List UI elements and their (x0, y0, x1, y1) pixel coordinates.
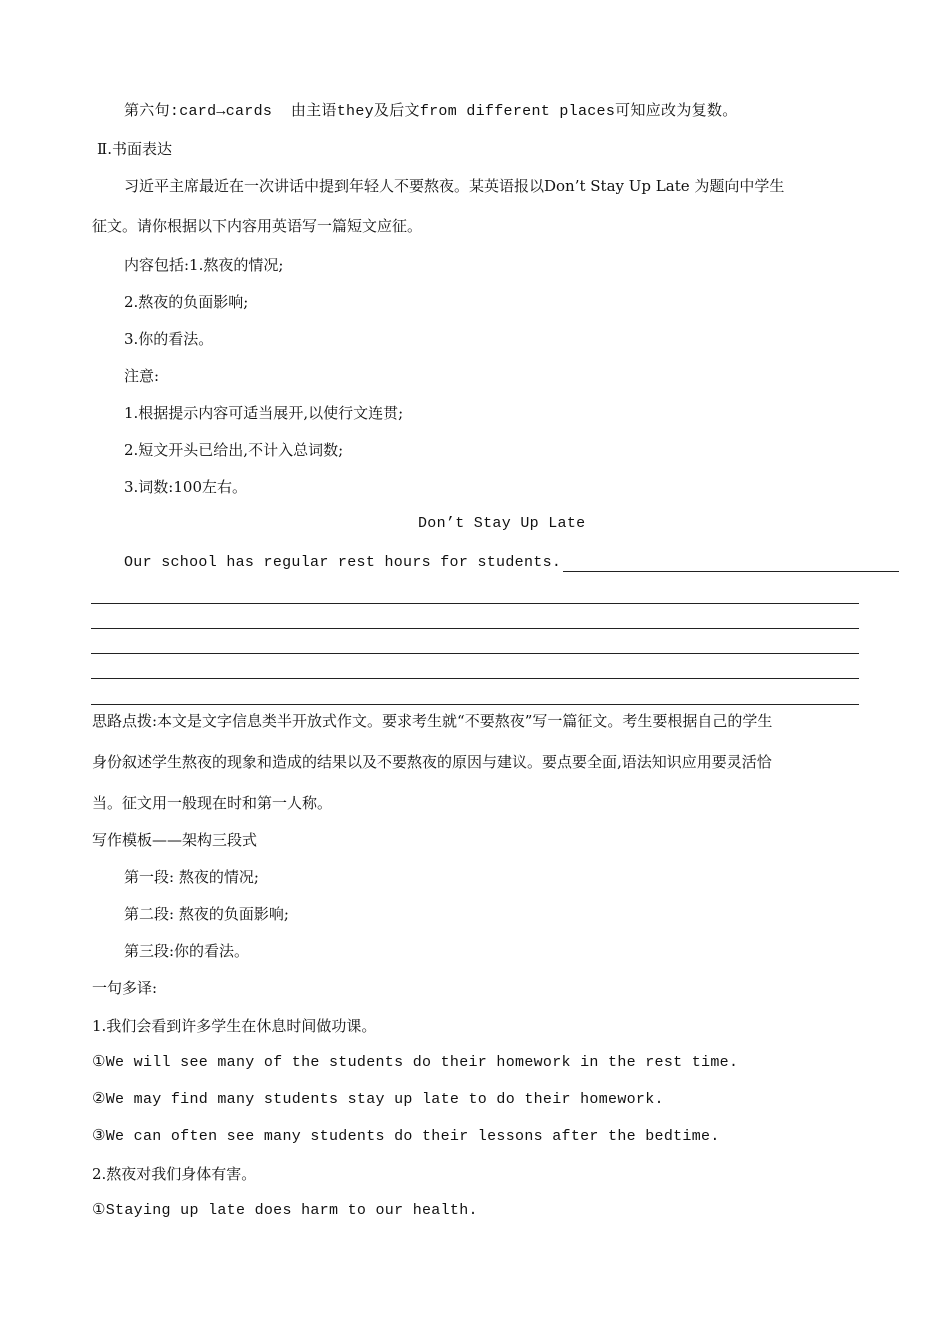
translation-option: ③We can often see many students do their lessons after the bedtime. (92, 1128, 720, 1145)
analysis-line: 身份叙述学生熬夜的现象和造成的结果以及不要熬夜的原因与建议。要点要全面,语法知识应用要灵活恰 (92, 753, 772, 771)
essay-title: Don’t Stay Up Late (418, 515, 586, 532)
prompt-line: 习近平主席最近在一次讲话中提到年轻人不要熬夜。某英语报以Don’t Stay Up Late 为题向中学生 (124, 177, 785, 195)
answer-rule (91, 628, 859, 629)
answer-rule (91, 653, 859, 654)
template-heading: 写作模板——架构三段式 (92, 831, 258, 849)
note-item: 2.短文开头已给出,不计入总词数; (124, 441, 344, 459)
template-item: 第二段: 熬夜的负面影响; (124, 905, 289, 923)
translation-option: ①Staying up late does harm to our health. (92, 1202, 478, 1219)
translation-option: ②We may find many students stay up late to do their homework. (92, 1091, 664, 1108)
prompt-line: 征文。请你根据以下内容用英语写一篇短文应征。 (92, 217, 423, 235)
template-item: 第一段: 熬夜的情况; (124, 868, 259, 886)
analysis-line: 当。征文用一般现在时和第一人称。 (92, 794, 333, 812)
answer-rule (91, 678, 859, 679)
translation-prompt: 2.熬夜对我们身体有害。 (92, 1165, 257, 1183)
analysis-line: 思路点拨:本文是文字信息类半开放式作文。要求考生就“不要熬夜”写一篇征文。考生要根据自己的学生 (92, 712, 773, 730)
essay-opening-line (124, 551, 899, 573)
correction-line: 第六句:card→cards 由主语they及后文from different places可知应改为复数。 (124, 103, 738, 120)
notes-heading: 注意: (124, 367, 160, 385)
translation-option: ①We will see many of the students do their homework in the rest time. (92, 1054, 739, 1071)
content-item: 2.熬夜的负面影响; (124, 293, 249, 311)
template-item: 第三段:你的看法。 (124, 942, 250, 960)
content-item: 3.你的看法。 (124, 330, 214, 348)
note-item: 1.根据提示内容可适当展开,以使行文连贯; (124, 404, 404, 422)
note-item: 3.词数:100左右。 (124, 478, 247, 496)
answer-rule (91, 704, 859, 705)
section-heading: Ⅱ.书面表达 (97, 140, 172, 158)
answer-rule (563, 571, 899, 572)
essay-opening: Our school has regular rest hours for students. (124, 554, 562, 571)
translation-heading: 一句多译: (92, 979, 158, 997)
content-item: 内容包括:1.熬夜的情况; (124, 256, 284, 274)
answer-rule (91, 603, 859, 604)
translation-prompt: 1.我们会看到许多学生在休息时间做功课。 (92, 1017, 377, 1035)
